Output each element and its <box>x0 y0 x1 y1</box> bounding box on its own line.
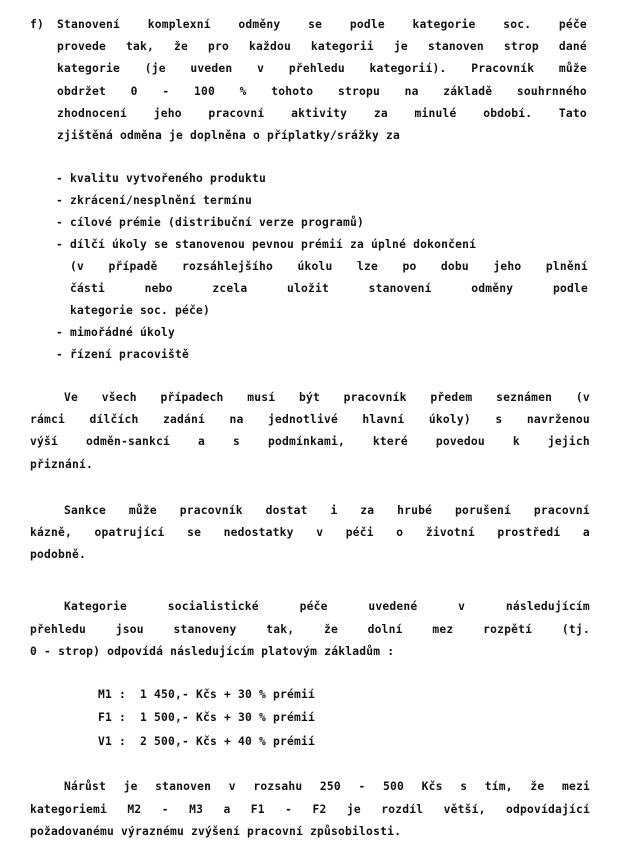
word: jeho <box>153 106 182 120</box>
word: dílčích <box>89 413 139 427</box>
word: : <box>387 645 395 658</box>
line-text: požadovanému výraznému zvýšení pracovní způsobilosti. <box>30 825 402 839</box>
word: jednotlivé <box>267 413 338 427</box>
list-item-continuation <box>70 260 588 274</box>
word: rámci <box>30 413 66 427</box>
paragraph-line <box>30 645 394 659</box>
word: musí <box>247 391 276 404</box>
word: na <box>404 84 419 98</box>
word: stanoven <box>427 40 484 54</box>
paragraph-line <box>57 107 587 121</box>
paragraph-line <box>64 504 590 518</box>
word: (v <box>575 391 590 404</box>
word: % <box>239 84 247 98</box>
word: podle <box>552 282 588 295</box>
line-text: kategorie soc. péče) <box>70 304 211 317</box>
word: za <box>360 504 375 517</box>
line-text: zjištěná odměna je doplněna o příplatky/srážky za <box>57 129 401 142</box>
word: pracovník <box>343 391 407 404</box>
word: a <box>582 526 590 540</box>
word: přehledu <box>30 622 87 636</box>
paragraph-line <box>30 413 590 427</box>
word: pracovník <box>179 504 243 517</box>
word: následujícím <box>505 600 590 613</box>
word: kategorii <box>310 40 374 54</box>
word: povedou <box>435 435 485 449</box>
word: plnění <box>545 260 588 273</box>
word: dobu <box>440 260 469 273</box>
word: seznámen <box>496 391 553 404</box>
word: Kčs <box>421 780 443 793</box>
word: životní <box>425 526 475 540</box>
word: prostředí <box>497 526 561 540</box>
word: pracovní <box>208 106 265 120</box>
word: tím, <box>484 780 513 793</box>
word: socialistické <box>167 600 259 613</box>
word: komplexní <box>147 18 211 31</box>
word: jeho <box>493 260 522 273</box>
section-marker: f) <box>30 18 45 31</box>
word: (je <box>144 62 166 76</box>
paragraph-line <box>30 435 590 449</box>
category-row: V1 : 2 500,- Kčs + 40 % prémií <box>98 735 316 748</box>
word: pro <box>207 40 229 54</box>
word: úkolu <box>297 260 333 273</box>
word: strop <box>503 40 539 54</box>
word: obdržet <box>57 84 107 98</box>
word: rozsáhlejšího <box>181 260 273 273</box>
list-item: - zkrácení/nesplnění termínu <box>56 194 253 207</box>
word: péče <box>558 18 587 31</box>
word: provede <box>57 40 107 54</box>
list-item-continuation <box>70 304 210 318</box>
word: na <box>229 413 244 427</box>
word: Kategorie <box>64 600 128 613</box>
word: v <box>257 62 265 76</box>
word: že <box>173 40 188 54</box>
word: stropu <box>337 84 380 98</box>
paragraph-line <box>57 85 587 99</box>
word: 0 <box>130 84 138 98</box>
word: Pracovník <box>471 62 535 76</box>
paragraph-line <box>57 40 587 54</box>
word: za <box>373 106 388 120</box>
list-item: - kvalitu vytvořeného produktu <box>56 172 267 185</box>
word: se <box>308 18 323 31</box>
word: tak, <box>125 40 154 54</box>
word: přehledu <box>288 62 345 76</box>
word: že <box>530 780 545 793</box>
word: kategoriemi <box>30 802 108 816</box>
word: může <box>558 62 587 76</box>
word: lze <box>356 260 378 273</box>
word: úkoly) <box>428 413 471 427</box>
word: odměny <box>238 18 281 31</box>
word: rozsahu <box>253 780 303 793</box>
word: období. <box>483 106 533 120</box>
word: opatrující <box>94 526 165 540</box>
word: je <box>393 40 408 54</box>
word: a <box>223 802 231 816</box>
word: po <box>402 260 417 273</box>
word: odměn-sankcí <box>85 435 170 449</box>
list-item: - mimořádné úkoly <box>56 326 176 339</box>
word: mezi <box>561 780 590 793</box>
word: stanovení <box>368 282 432 295</box>
paragraph-line <box>64 391 590 405</box>
word: - <box>44 645 52 658</box>
word: které <box>372 435 408 449</box>
word: že <box>323 622 338 636</box>
paragraph-line <box>57 18 587 32</box>
paragraph-line <box>30 548 86 562</box>
word: porušení <box>455 504 512 517</box>
word: minulé <box>414 106 457 120</box>
word: dostat <box>265 504 308 517</box>
list-item-continuation <box>70 282 588 296</box>
word: části <box>70 282 106 295</box>
word: kategorie <box>57 62 121 76</box>
word: aktivity <box>291 106 348 120</box>
paragraph-line <box>30 803 590 817</box>
line-text: 0 <box>30 645 38 658</box>
word: F2 <box>312 802 327 816</box>
line-text: podobně. <box>30 548 87 562</box>
word: soc. <box>503 18 532 31</box>
word: jejich <box>547 435 590 449</box>
word: v <box>316 526 324 540</box>
word: v <box>228 780 236 793</box>
word: hrubé <box>397 504 433 517</box>
word: zhodnocení <box>57 106 128 120</box>
word: k <box>512 435 520 449</box>
word: odměny <box>471 282 514 295</box>
word: - <box>162 84 170 98</box>
word: M2 <box>127 802 142 816</box>
word: s <box>495 413 503 427</box>
word: 100 <box>193 84 215 98</box>
word: odpovídá <box>107 645 164 658</box>
line-text: přiznání. <box>30 457 94 471</box>
word: (v <box>70 260 85 273</box>
list-item: - řízení pracoviště <box>56 348 190 361</box>
word: navrženou <box>526 413 590 427</box>
word: souhrnného <box>516 84 587 98</box>
word: péči <box>345 526 374 540</box>
word: uvedené <box>368 600 418 613</box>
word: rozdíl <box>381 802 424 816</box>
category-row: M1 : 1 450,- Kčs + 30 % prémií <box>98 688 316 701</box>
word: je <box>123 780 138 793</box>
word: tak, <box>266 622 295 636</box>
word: rozpětí <box>483 622 533 636</box>
paragraph-line <box>30 526 590 540</box>
word: se <box>187 526 202 540</box>
word: kázně, <box>30 526 73 540</box>
word: kategorií). <box>369 62 447 76</box>
word: - <box>161 802 169 816</box>
word: kategorie <box>412 18 476 31</box>
word: a <box>197 435 205 449</box>
word: uveden <box>190 62 233 76</box>
word: jsou <box>115 622 144 636</box>
word: nedostatky <box>223 526 294 540</box>
word: zadání <box>162 413 205 427</box>
word: - <box>285 802 293 816</box>
word: zcela <box>212 282 248 295</box>
word: o <box>396 526 404 540</box>
word: péče <box>299 600 328 613</box>
word: Nárůst <box>64 780 107 793</box>
word: uložit <box>286 282 329 295</box>
word: odpovídající <box>505 802 590 816</box>
list-item: - cílové prémie (distribuční verze programů) <box>56 216 365 229</box>
word: případě <box>108 260 158 273</box>
word: s <box>232 435 240 449</box>
paragraph-line <box>30 623 590 637</box>
word: dolní <box>367 622 403 636</box>
word: hlavní <box>362 413 405 427</box>
paragraph-line <box>64 780 590 794</box>
word: stanoven <box>155 780 212 793</box>
word: - <box>358 780 366 793</box>
paragraph-line <box>57 62 587 76</box>
category-row: F1 : 1 500,- Kčs + 30 % prémií <box>98 711 316 724</box>
word: předem <box>430 391 473 404</box>
word: každou <box>248 40 291 54</box>
word: následujícím <box>170 645 255 658</box>
word: tohoto <box>271 84 314 98</box>
word: platovým <box>261 645 318 658</box>
word: být <box>298 391 320 404</box>
word: podmínkami, <box>267 435 345 449</box>
word: F1 <box>250 802 265 816</box>
paragraph-line <box>30 458 93 472</box>
word: M3 <box>189 802 204 816</box>
word: stanoveny <box>173 622 237 636</box>
word: všech <box>101 391 137 404</box>
list-item: - dílčí úkoly se stanovenou pevnou prémií za úplné dokončení <box>56 238 477 251</box>
word: Stanovení <box>57 18 121 31</box>
paragraph-line <box>64 600 590 614</box>
word: případech <box>160 391 224 404</box>
word: základě <box>443 84 493 98</box>
word: může <box>128 504 157 517</box>
word: v <box>458 600 466 613</box>
word: dané <box>558 40 587 54</box>
word: 500 <box>383 780 405 793</box>
word: Sankce <box>64 504 107 517</box>
word: 250 <box>319 780 341 793</box>
word: s <box>460 780 468 793</box>
word: podle <box>349 18 385 31</box>
word: strop) <box>58 645 101 658</box>
word: výší <box>30 435 59 449</box>
paragraph-line <box>57 129 400 143</box>
word: i <box>330 504 338 517</box>
word: větší, <box>443 802 486 816</box>
word: je <box>346 802 361 816</box>
word: mez <box>432 622 454 636</box>
word: pracovní <box>533 504 590 517</box>
paragraph-line <box>30 825 401 839</box>
word: nebo <box>144 282 173 295</box>
word: (tj. <box>561 622 590 636</box>
word: základům <box>324 645 381 658</box>
word: Ve <box>64 391 79 404</box>
word: Tato <box>558 106 587 120</box>
